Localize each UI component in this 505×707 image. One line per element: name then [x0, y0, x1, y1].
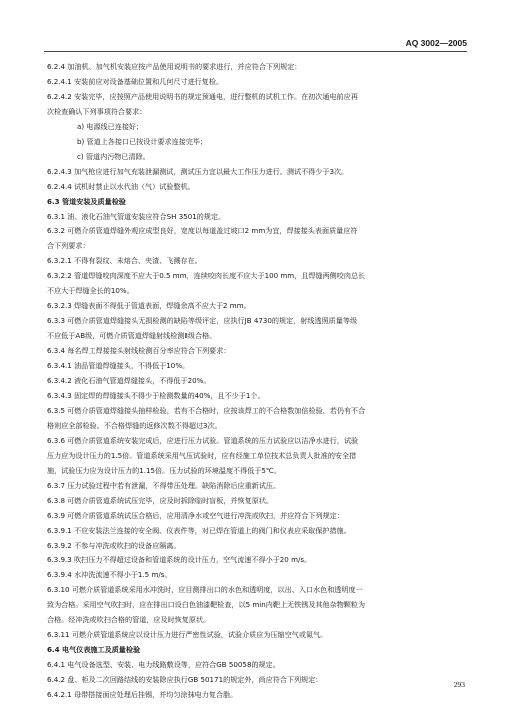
text-line: 次检查确认下列事项符合要求：	[47, 106, 147, 116]
text-line: 6.3.9 可燃介质管道系统试压合格后，应用清净水或空气进行冲洗或吹扫，并应符合下列规定：	[47, 510, 344, 520]
section-heading: 6.4 电气仪表施工及质量检验	[47, 645, 141, 655]
text-line: 6.3.9.3 吹扫压力不得超过设备和管道系统的设计压力，空气流速不得小于20 m/s。	[47, 555, 312, 565]
page-number: 293	[453, 680, 465, 689]
text-line: 6.4.2 盘、柜及二次回路结线的安装除应执行GB 50171的规定外，尚应符合下列规定：	[47, 675, 323, 685]
text-line: 6.2.4.3 加气枪应进行加气充装泄漏测试，测试压力宜以最大工作压力进行。测试不得少于3次。	[47, 166, 349, 176]
text-line: 6.3.10 可燃介质管道系统采用水冲洗时，应目测排出口的水色和透明度，以出、入口水色和透明度一	[47, 585, 363, 595]
text-line: 6.3.4.3 固定焊的焊缝接头不得少于检测数量的40%，且不少于1个。	[47, 390, 265, 400]
document-body	[47, 60, 465, 703]
text-line: c) 管道内污物已清除。	[77, 151, 150, 161]
text-line: 格则应全部检验。不合格焊缝的返修次数不得超过3次。	[47, 420, 222, 430]
header-rule	[44, 51, 467, 52]
text-line: 6.3.9.1 不应安装法兰连接的安全阀、仪表件等，对已焊在管道上的阀门和仪表应采取保护措施。	[47, 525, 351, 535]
standard-code: AQ 3002—2005	[405, 38, 467, 48]
text-line: 压力应为设计压力的1.5倍。管道系统采用气压试验时，应有经施工单位技术总负责人批准的安全措	[47, 450, 357, 460]
text-line: 6.2.4.4 试机时禁止以水代油（气）试验整机。	[47, 181, 195, 191]
text-line: 6.3.9.2 不参与冲洗或吹扫的设备应隔离。	[47, 540, 181, 550]
text-line: 6.2.4.1 安装前应对设备基础位置和几何尺寸进行复检。	[47, 76, 224, 86]
text-line: 6.3.4.2 液化石油气管道焊缝接头，不得低于20%。	[47, 376, 211, 386]
text-line: 6.3.2.2 管道焊缝咬肉深度不应大于0.5 mm，连续咬肉长度不应大于100 mm，且焊缝两侧咬肉总长	[47, 271, 366, 281]
text-line: 6.3.2 可燃介质管道焊缝外观应成型良好，宽度以每道盖过坡口2 mm为宜，焊接接头表面质量应符	[47, 226, 358, 236]
text-line: 6.3.11 可燃介质管道系统应以设计压力进行严密性试验，试验介质应为压缩空气或氮气。	[47, 630, 328, 640]
text-line: 6.3.3 可燃介质管道焊缝接头无损检测的缺陷等级评定，应执行JB 4730的规定，射线透照质量等级	[47, 316, 358, 326]
text-line: 6.3.6 可燃介质管道系统安装完成后，应进行压力试验。管道系统的压力试验应以洁净水进行，试验	[47, 435, 359, 445]
text-line: b) 管道上各接口已按设计要求连接完毕；	[77, 136, 208, 146]
text-line: 合格。经冲洗或吹扫合格的管道，应及时恢复原状。	[47, 615, 211, 625]
text-line: 6.4.1 电气设备选型、安装、电力线路敷设等，应符合GB 50058的规定。	[47, 660, 280, 670]
text-line: 6.3.8 可燃介质管道系统试压完毕，应及时拆除临时盲板，并恢复原状。	[47, 495, 274, 505]
text-line: 致为合格。采用空气吹扫时，应在排出口设白色油漆靶检查，以5 min内靶上无铁锈及其他杂物颗粒为	[47, 600, 366, 610]
text-line: 施，试验压力应为设计压力的1.15倍。压力试验的环境温度不得低于5℃。	[47, 465, 281, 475]
text-line: 6.2.4 加油机、加气机安装应按产品使用说明书的要求进行，并应符合下列规定：	[47, 62, 302, 71]
text-line: 不应大于焊缝全长的10%。	[47, 286, 134, 296]
text-line: a) 电源线已连接好；	[77, 121, 144, 131]
text-line: 6.3.7 压力试验过程中若有泄漏，不得带压处理。缺陷消除后应重新试压。	[47, 480, 281, 490]
text-line: 6.3.2.1 不得有裂纹、未熔合、夹渣、飞溅存在。	[47, 256, 202, 266]
text-line: 6.2.4.2 安装完毕，应按照产品使用说明书的规定预通电，进行整机的试机工作。在初次通电前应再	[47, 91, 358, 101]
text-line: 6.3.9.4 水冲洗流速不得小于1.5 m/s。	[47, 570, 172, 580]
section-heading: 6.3 管道安装及质量检验	[47, 196, 126, 206]
text-line: 6.3.5 可燃介质管道焊缝接头抽样检验，若有不合格时，应按该焊工的不合格数加倍检验，若仍有不合	[47, 405, 366, 415]
text-line: 不应低于AB级，可燃介质管道焊缝射线检测Ⅱ级合格。	[47, 331, 217, 341]
text-line: 6.3.4.1 油品管道焊缝接头，不得低于10%。	[47, 361, 190, 371]
text-line: 6.3.2.3 焊缝表面不得低于管道表面，焊缝余高不应大于2 mm。	[47, 301, 251, 311]
text-line: 6.3.1 油、液化石油气管道安装应符合SH 3501的规定。	[47, 211, 226, 221]
text-line: 6.4.2.1 母带搭接面应处理后挂锡，并均匀涂抹电力复合脂。	[47, 690, 238, 700]
text-line: 6.3.4 每名焊工焊接接头射线检测百分率应符合下列要求：	[47, 346, 231, 356]
text-line: 合下列要求：	[47, 241, 90, 251]
